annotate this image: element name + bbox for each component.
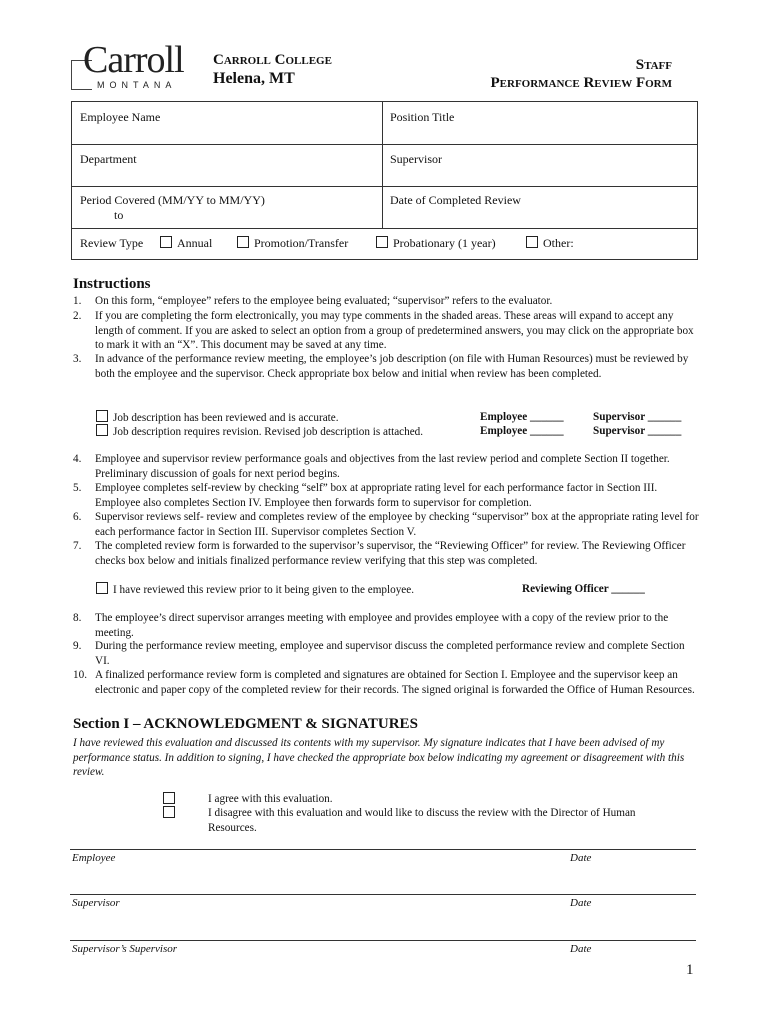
review-type-probationary[interactable]	[376, 236, 496, 251]
reviewed-prior-row[interactable]	[96, 582, 414, 598]
item-text: If you are completing the form electronically, you may type comments in the shaded areas. These areas will expand to accept any length of comment. If you are asked to select an option from a group of predetermined answers, you may click on the appropriate box to mark it with an “X”. This document may be saved at any time.	[95, 310, 694, 351]
item-text: In advance of the performance review meeting, the employee’s job description (on file with Human Resources) must be reviewed by both the employee and the supervisor. Check appropriate box below and initial when review has been completed.	[95, 353, 689, 380]
item-number: 1.	[73, 295, 82, 307]
college-name: Carroll College	[213, 52, 332, 68]
jd-reviewed-checkbox[interactable]	[96, 410, 108, 422]
logo-wordmark: Carroll	[83, 39, 184, 81]
form-title: Performance Review Form	[490, 75, 672, 91]
department-field[interactable]: Department	[80, 152, 137, 166]
agree-label: I agree with this evaluation.	[208, 793, 333, 805]
staff-label: Staff	[635, 57, 672, 73]
carroll-logo	[71, 39, 191, 96]
item-number: 7.	[73, 540, 82, 552]
date-completed-field[interactable]: Date of Completed Review	[390, 193, 521, 207]
supervisor-field[interactable]: Supervisor	[390, 152, 442, 166]
supervisor-date-label: Date	[570, 897, 592, 909]
row-divider	[72, 144, 697, 145]
item-number: 10.	[73, 669, 87, 681]
item-text: Employee completes self-review by checking “self” box at appropriate rating level for each performance factor in Section III. Employee also completes Section IV. Employee then forwards form to supervisor for completion.	[95, 482, 658, 509]
review-type-annual[interactable]	[160, 236, 212, 251]
section-1-heading: Section I – ACKNOWLEDGMENT & SIGNATURES	[73, 716, 418, 732]
item-number: 8.	[73, 612, 82, 624]
other-label: Other:	[543, 236, 574, 250]
supervisor-initial-1[interactable]: Supervisor ______	[593, 411, 682, 423]
annual-label: Annual	[177, 236, 213, 250]
item-text: The completed review form is forwarded to the supervisor’s supervisor, the “Reviewing Officer” for review. The Reviewing Officer checks box below and initials finalized performance review verifying that this step was completed.	[95, 540, 686, 567]
column-divider	[382, 102, 383, 228]
row-divider	[72, 228, 697, 229]
jd-revision-label: Job description requires revision. Revised job description is attached.	[113, 426, 424, 438]
page-number: 1	[686, 962, 694, 978]
supervisors-supervisor-signature-line[interactable]	[70, 940, 696, 941]
instructions-heading: Instructions	[73, 276, 151, 292]
item-number: 9.	[73, 640, 82, 652]
agree-checkbox[interactable]	[163, 792, 175, 804]
review-type-label: Review Type	[80, 236, 144, 250]
disagree-checkbox[interactable]	[163, 806, 175, 818]
employee-signature-line[interactable]	[70, 849, 696, 850]
promotion-label: Promotion/Transfer	[254, 236, 349, 250]
probationary-checkbox[interactable]	[376, 236, 388, 248]
review-type-other[interactable]	[526, 236, 574, 251]
jd-revision-row[interactable]	[96, 424, 423, 440]
item-number: 3.	[73, 353, 82, 365]
item-number: 2.	[73, 310, 82, 322]
other-checkbox[interactable]	[526, 236, 538, 248]
employee-initial-2[interactable]: Employee ______	[480, 425, 564, 437]
period-covered-field[interactable]: Period Covered (MM/YY to MM/YY)	[80, 193, 265, 207]
section-1-intro: I have reviewed this evaluation and discussed its contents with my supervisor. My signature indicates that I have been advised of my performance status. In addition to signing, I have checked the appropriate box below indicating my agreement or disagreement with this review.	[73, 737, 685, 778]
supervisors-supervisor-signature-label: Supervisor’s Supervisor	[72, 943, 178, 955]
jd-reviewed-label: Job description has been reviewed and is accurate.	[113, 412, 339, 424]
employee-name-field[interactable]: Employee Name	[80, 110, 161, 124]
annual-checkbox[interactable]	[160, 236, 172, 248]
supervisor-signature-line[interactable]	[70, 894, 696, 895]
item-text: On this form, “employee” refers to the employee being evaluated; “supervisor” refers to the evaluator.	[95, 295, 553, 307]
row-divider	[72, 186, 697, 187]
probationary-label: Probationary (1 year)	[393, 236, 496, 250]
review-type-promotion[interactable]	[237, 236, 348, 251]
item-text: During the performance review meeting, employee and supervisor discuss the completed performance review and complete Section VI.	[95, 640, 685, 667]
reviewed-prior-label: I have reviewed this review prior to it being given to the employee.	[113, 584, 415, 596]
item-text: The employee’s direct supervisor arranges meeting with employee and provides employee with a copy of the review prior to the meeting.	[95, 612, 669, 639]
position-title-field[interactable]: Position Title	[390, 110, 455, 124]
item-number: 5.	[73, 482, 82, 494]
disagree-label: I disagree with this evaluation and would like to discuss the review with the Director of Human Resources.	[208, 807, 636, 834]
item-text: A finalized performance review form is completed and signatures are obtained for Section I. Employee and the supervisor keep an electronic and paper copy of the completed review for their records. The signed original is forwarded the Office of Human Resources.	[95, 669, 695, 696]
period-to-label: to	[114, 208, 124, 222]
item-number: 4.	[73, 453, 82, 465]
supervisors-supervisor-date-label: Date	[570, 943, 592, 955]
supervisor-initial-2[interactable]: Supervisor ______	[593, 425, 682, 437]
item-text: Supervisor reviews self- review and completes review of the employee by checking “supervisor” box at the appropriate rating level for each performance factor in Section III. Supervisor completes Section V.	[95, 511, 699, 538]
reviewing-officer-initial[interactable]: Reviewing Officer ______	[522, 583, 645, 595]
employee-info-table	[71, 101, 698, 260]
promotion-checkbox[interactable]	[237, 236, 249, 248]
item-text: Employee and supervisor review performance goals and objectives from the last review period and complete Section II together. Preliminary discussion of goals for next period begins.	[95, 453, 670, 480]
college-city: Helena, MT	[213, 70, 295, 87]
supervisor-signature-label: Supervisor	[72, 897, 120, 909]
employee-date-label: Date	[570, 852, 592, 864]
jd-revision-checkbox[interactable]	[96, 424, 108, 436]
logo-subtitle: MONTANA	[97, 80, 177, 90]
employee-signature-label: Employee	[72, 852, 116, 864]
reviewed-prior-checkbox[interactable]	[96, 582, 108, 594]
item-number: 6.	[73, 511, 82, 523]
employee-initial-1[interactable]: Employee ______	[480, 411, 564, 423]
